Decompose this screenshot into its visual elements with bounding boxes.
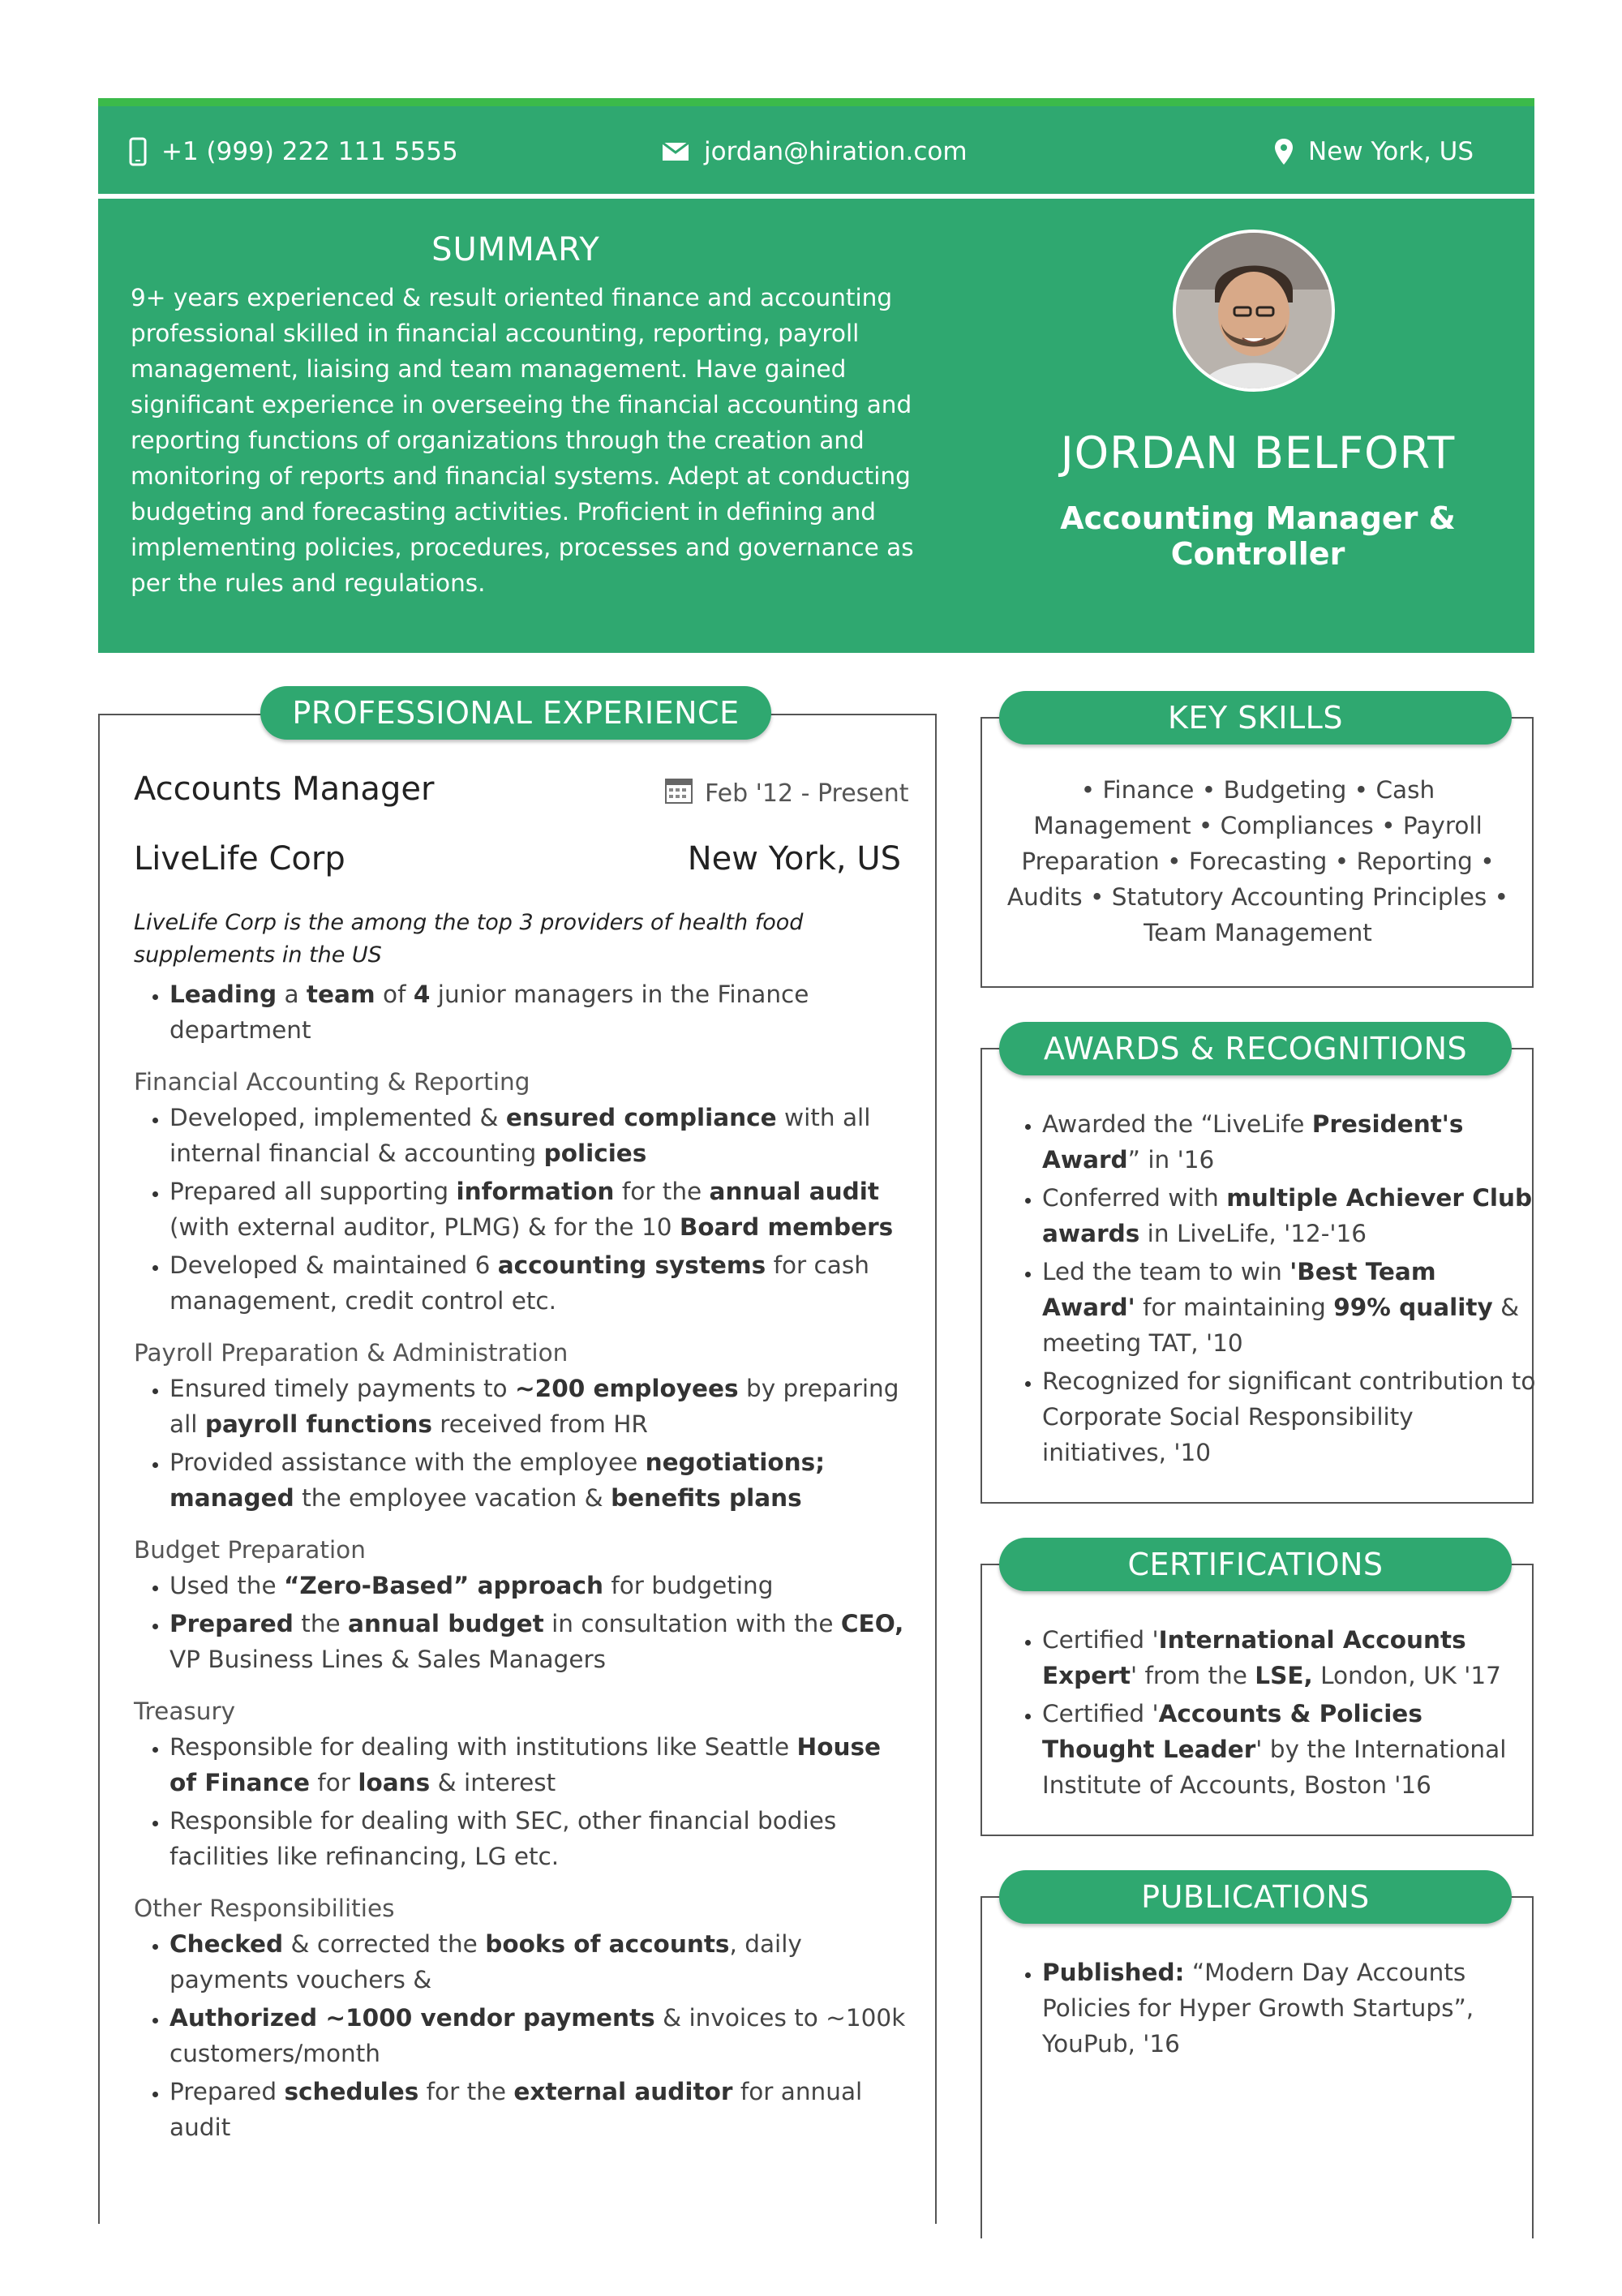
company-name: LiveLife Corp <box>134 840 345 878</box>
list-item: • Certified 'Accounts & Policies Thought Leader' by the International Institute of Accounts, Boston '16 <box>1042 1696 1537 1803</box>
list-item: • Responsible for dealing with institutions like Seattle House of Finance for loans & interest <box>169 1729 912 1800</box>
list-item: • Developed & maintained 6 accounting systems for cash management, credit control etc. <box>169 1247 912 1319</box>
list-item: • Leading a team of 4 junior managers in the Finance department <box>169 976 912 1048</box>
list-item: • Prepared schedules for the external auditor for annual audit <box>169 2074 912 2145</box>
list-item: • Conferred with multiple Achiever Club awards in LiveLife, '12-'16 <box>1042 1180 1537 1251</box>
subsection-list <box>134 1100 912 1319</box>
list-item: • Checked & corrected the books of accounts, daily payments vouchers & <box>169 1926 912 1998</box>
subsection-list <box>134 1371 912 1516</box>
awards-heading: AWARDS & RECOGNITIONS <box>999 1022 1512 1075</box>
company-description: LiveLife Corp is the among the top 3 providers of health food supplements in the US <box>134 910 804 968</box>
summary-text: 9+ years experienced & result oriented finance and accounting professional skilled in financial accounting, reporting, payroll management, liaising and team management. Have gained significant experience in overseeing the financial accounting and reporting functions of organizations through the creation and monitoring of reports and financial systems. Adept at conducting budgeting and forecasting activities. Proficient in defining and implementing policies, procedures, processes and governance as per the rules and regulations. <box>131 284 914 597</box>
subsection-list <box>134 1568 912 1677</box>
publications-list <box>1006 1955 1537 2064</box>
role-title: Accounts Manager <box>134 770 435 808</box>
experience-details <box>134 976 912 2148</box>
list-item: • Prepared the annual budget in consultation with the CEO, VP Business Lines & Sales Managers <box>169 1606 912 1677</box>
contact-email[interactable] <box>662 137 968 166</box>
awards-section <box>980 1048 1534 1504</box>
list-item: • Developed, implemented & ensured compliance with all internal financial & accounting policies <box>169 1100 912 1171</box>
company-location: New York, US <box>687 840 901 878</box>
email-text: jordan@hiration.com <box>704 137 968 166</box>
subsection-title: Treasury <box>134 1697 236 1725</box>
subsection-list <box>134 1729 912 1874</box>
subsection-title: Payroll Preparation & Administration <box>134 1339 569 1367</box>
location-text: New York, US <box>1308 137 1474 166</box>
subsection-title: Other Responsibilities <box>134 1895 395 1922</box>
skills-text: • Finance • Budgeting • Cash Management • Compliances • Payroll Preparation • Forecasting • Reporting • Audits • Statutory Accounting Principles • Team Management <box>1006 776 1509 946</box>
skills-heading: KEY SKILLS <box>999 691 1512 745</box>
publications-heading: PUBLICATIONS <box>999 1870 1512 1924</box>
experience-section <box>98 714 937 2224</box>
contact-phone[interactable] <box>129 137 458 166</box>
subsection-list <box>134 1926 912 2145</box>
list-item: • Responsible for dealing with SEC, other financial bodies facilities like refinancing, LG etc. <box>169 1803 912 1874</box>
location-pin-icon <box>1274 138 1294 165</box>
certifications-list <box>1006 1622 1537 1805</box>
mail-icon <box>662 142 689 161</box>
list-item: • Recognized for significant contribution to Corporate Social Responsibility initiatives, '10 <box>1042 1363 1537 1470</box>
list-item: • Authorized ~1000 vendor payments & invoices to ~100k customers/month <box>169 2000 912 2071</box>
list-item: • Led the team to win 'Best Team Award' for maintaining 99% quality & meeting TAT, '10 <box>1042 1254 1537 1361</box>
lead-list <box>134 976 912 1048</box>
skills-section <box>980 717 1534 988</box>
list-item: • Used the “Zero-Based” approach for budgeting <box>169 1568 912 1603</box>
experience-heading: PROFESSIONAL EXPERIENCE <box>260 686 771 740</box>
role-dates <box>664 775 909 811</box>
certifications-heading: CERTIFICATIONS <box>999 1538 1512 1591</box>
role-dates-text: Feb '12 - Present <box>705 779 909 808</box>
phone-icon <box>129 137 147 166</box>
list-item: • Ensured timely payments to ~200 employees by preparing all payroll functions received from HR <box>169 1371 912 1442</box>
summary-panel <box>98 199 1534 653</box>
subsection-title: Financial Accounting & Reporting <box>134 1068 530 1096</box>
list-item: • Awarded the “LiveLife President's Award” in '16 <box>1042 1106 1537 1178</box>
contact-location <box>1274 137 1474 166</box>
subsection-title: Budget Preparation <box>134 1536 366 1564</box>
candidate-name: JORDAN BELFORT <box>1060 427 1456 479</box>
certifications-section <box>980 1564 1534 1836</box>
awards-list <box>1006 1106 1537 1473</box>
list-item: • Certified 'International Accounts Expert' from the LSE, London, UK '17 <box>1042 1622 1537 1693</box>
list-item: • Provided assistance with the employee negotiations; managed the employee vacation & benefits plans <box>169 1444 912 1516</box>
avatar <box>1173 230 1335 392</box>
candidate-title: Accounting Manager & Controller <box>1060 500 1456 572</box>
list-item: • Prepared all supporting information for the annual audit (with external auditor, PLMG) & for the 10 Board members <box>169 1174 912 1245</box>
contact-bar <box>98 98 1534 194</box>
summary-heading: SUMMARY <box>431 231 600 268</box>
publications-section <box>980 1896 1534 2238</box>
list-item: • Published: “Modern Day Accounts Policies for Hyper Growth Startups”, YouPub, '16 <box>1042 1955 1537 2062</box>
calendar-icon <box>664 775 693 811</box>
phone-text: +1 (999) 222 111 5555 <box>161 137 458 166</box>
